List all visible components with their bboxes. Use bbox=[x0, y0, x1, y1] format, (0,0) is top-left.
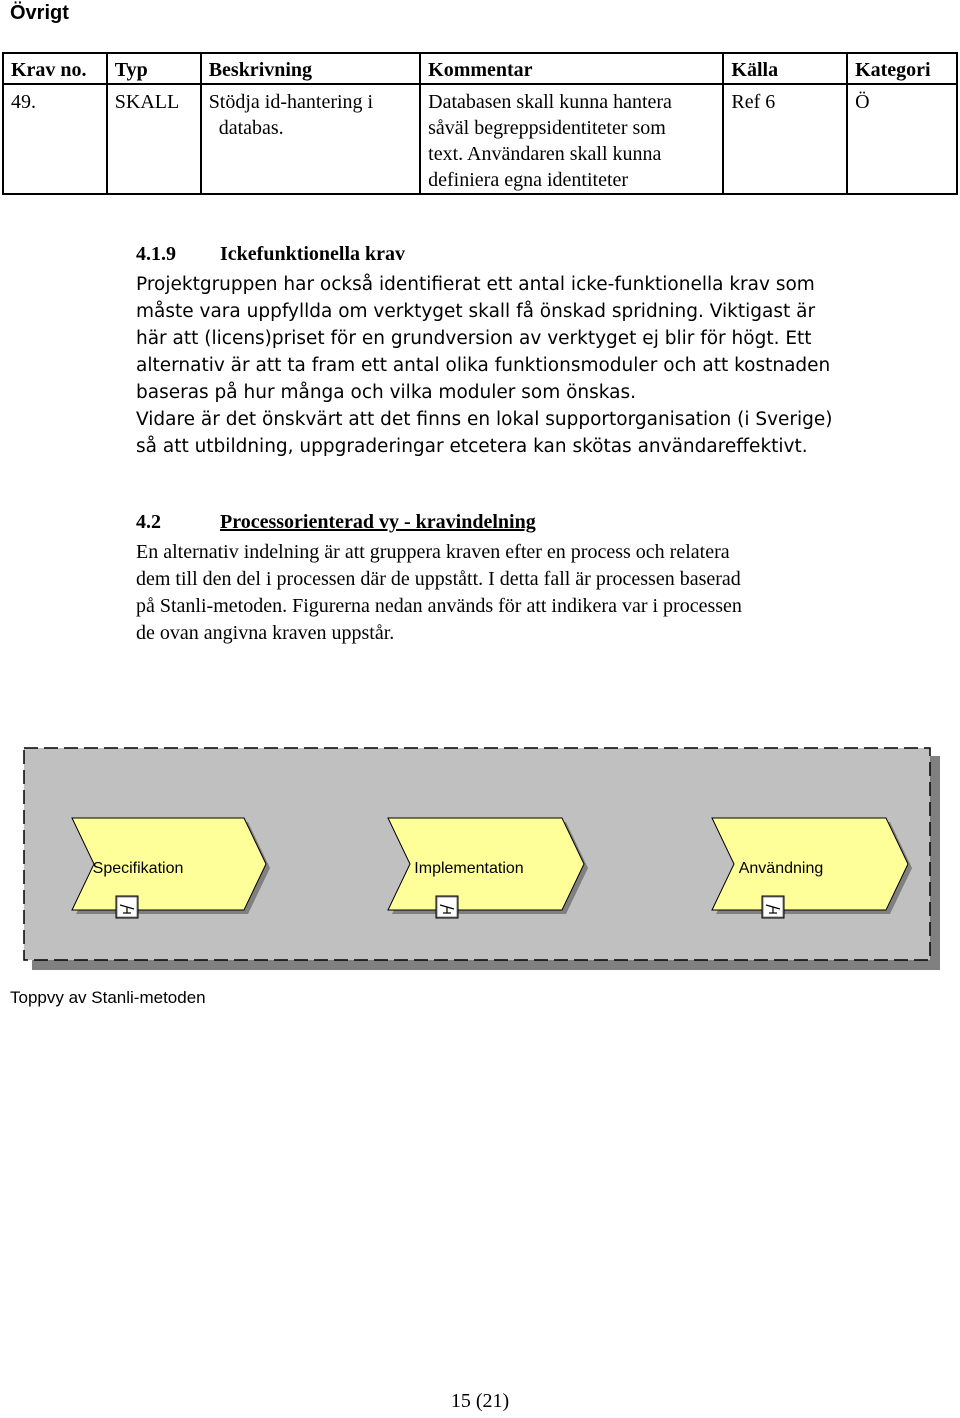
cell-kategori: Ö bbox=[847, 84, 957, 194]
cell-kommentar bbox=[420, 84, 723, 194]
heading-4-1-9 bbox=[136, 243, 405, 266]
paragraph-line: här att (licens)priset för en grundversion av verktyget ej blir för högt. Ett bbox=[136, 328, 812, 349]
step-label: Implementation bbox=[414, 860, 524, 877]
paragraph-line: baseras på hur många och vilka moduler som önskas. bbox=[136, 382, 637, 403]
header-kategori: Kategori bbox=[847, 53, 957, 84]
page-number: 15 (21) bbox=[450, 1390, 510, 1412]
subprocess-icon bbox=[436, 896, 458, 918]
section-title-ovrigt: Övrigt bbox=[10, 2, 69, 24]
header-typ: Typ bbox=[107, 53, 201, 84]
heading-number: 4.2 bbox=[136, 511, 161, 533]
cell-typ: SKALL bbox=[107, 84, 201, 194]
kommentar-line: såväl begreppsidentiteter som bbox=[428, 117, 666, 139]
kommentar-line: definiera egna identiteter bbox=[428, 169, 629, 191]
table-row bbox=[3, 84, 957, 194]
paragraph-line: på Stanli-metoden. Figurerna nedan används för att indikera var i processen bbox=[136, 595, 742, 617]
process-step-implementation bbox=[388, 818, 588, 918]
heading-4-2 bbox=[136, 511, 536, 534]
subprocess-icon bbox=[762, 896, 784, 918]
cell-krav-no: 49. bbox=[3, 84, 107, 194]
paragraph-line: alternativ är att ta fram ett antal olika funktionsmoduler och att kostnaden bbox=[136, 355, 831, 376]
paragraph-line: så att utbildning, uppgraderingar etcetera kan skötas användareffektivt. bbox=[136, 436, 808, 457]
paragraph-line: de ovan angivna kraven uppstår. bbox=[136, 622, 395, 644]
cell-kalla: Ref 6 bbox=[723, 84, 847, 194]
step-label: Användning bbox=[738, 860, 824, 877]
paragraph-4-1-9 bbox=[136, 271, 856, 460]
paragraph-4-2 bbox=[136, 539, 856, 647]
paragraph-line: En alternativ indelning är att gruppera kraven efter en process och relatera bbox=[136, 541, 730, 563]
subprocess-icon bbox=[116, 896, 138, 918]
header-kommentar: Kommentar bbox=[420, 53, 723, 84]
header-kalla: Källa bbox=[723, 53, 847, 84]
heading-title: Processorienterad vy - kravindelning bbox=[220, 511, 536, 533]
beskrivning-line: Stödja id-hantering i bbox=[208, 91, 374, 113]
beskrivning-line: databas. bbox=[218, 117, 284, 139]
step-label: Specifikation bbox=[92, 860, 184, 877]
process-step-specifikation bbox=[72, 818, 270, 918]
figure-caption: Toppvy av Stanli-metoden bbox=[10, 988, 206, 1007]
paragraph-line: måste vara uppfyllda om verktyget skall få önskad spridning. Viktigast är bbox=[136, 301, 816, 322]
cell-beskrivning bbox=[201, 84, 420, 194]
kommentar-line: Databasen skall kunna hantera bbox=[428, 91, 672, 113]
header-beskrivning: Beskrivning bbox=[201, 53, 420, 84]
paragraph-line: dem till den del i processen där de uppstått. I detta fall är processen baserad bbox=[136, 568, 741, 590]
heading-title: Ickefunktionella krav bbox=[220, 243, 406, 265]
paragraph-line: Projektgruppen har också identifierat ett antal icke-funktionella krav som bbox=[136, 274, 815, 295]
table-header-row bbox=[3, 53, 957, 84]
process-step-anvandning bbox=[712, 818, 912, 918]
paragraph-line: Vidare är det önskvärt att det finns en lokal supportorganisation (i Sverige) bbox=[136, 409, 833, 430]
header-krav-no: Krav no. bbox=[3, 53, 107, 84]
heading-number: 4.1.9 bbox=[136, 243, 176, 265]
kommentar-line: text. Användaren skall kunna bbox=[428, 143, 662, 165]
requirements-table bbox=[2, 52, 958, 195]
stanli-process-diagram bbox=[22, 746, 942, 972]
